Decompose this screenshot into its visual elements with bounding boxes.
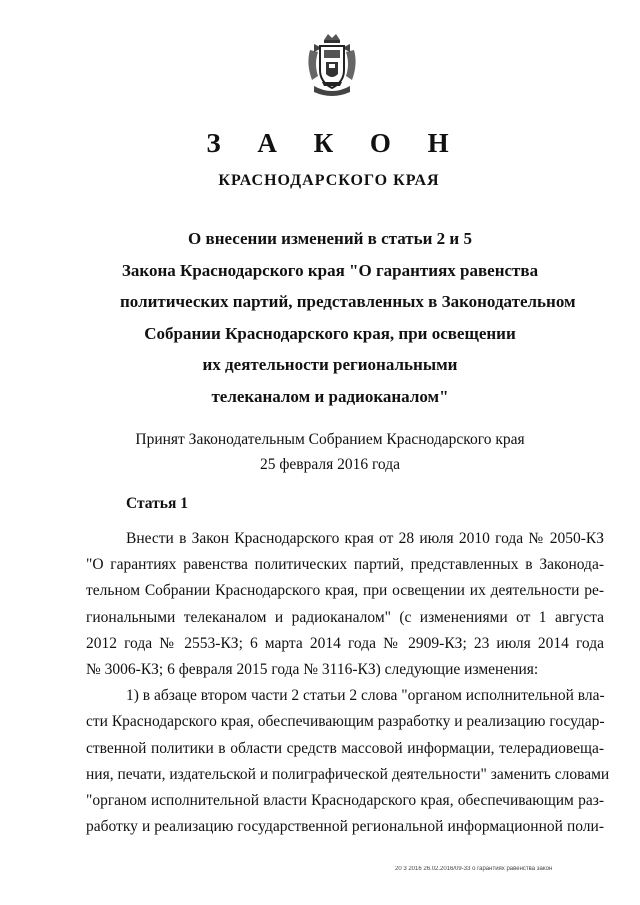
heading-line: Закона Краснодарского края "О гарантиях равенства <box>121 260 539 280</box>
body-line: 2012 года № 2553-КЗ; 6 марта 2014 года № 2909-КЗ; 23 июля 2014 года <box>86 634 604 652</box>
body-line: "органом исполнительной власти Краснодарского края, обеспечивающим раз- <box>86 792 604 810</box>
file-footer: 20 3 2016 26.02.2016/09-33 о гарантиях равенства закон <box>395 866 553 872</box>
body-line: работку и реализацию государственной региональной информационной поли- <box>86 818 604 836</box>
body-line: ственной политики в области средств массовой информации, телерадиовеща- <box>86 739 604 757</box>
law-heading <box>120 223 576 412</box>
body-line: тельном Собрании Краснодарского края, при освещении их деятельности ре- <box>86 582 604 600</box>
adoption-line: Принят Законодательным Собранием Краснодарского края <box>135 431 525 448</box>
body-line: сти Краснодарского края, обеспечивающим разработку и реализацию государ- <box>86 713 605 731</box>
heading-line: Собрании Краснодарского края, при освещении <box>144 323 516 343</box>
coat-of-arms-emblem <box>300 30 364 102</box>
body-line: Внести в Закон Краснодарского края от 28 июля 2010 года № 2050-КЗ <box>126 530 604 547</box>
heading-line: их деятельности региональными <box>202 355 458 374</box>
law-title: З А К О Н <box>206 128 464 158</box>
body-line: гиональными телеканалом и радиоканалом" (с изменениями от 1 августа <box>86 608 604 626</box>
body-line: № 3006-КЗ; 6 февраля 2015 года № 3116-КЗ) следующие изменения: <box>86 661 539 679</box>
article-body <box>86 526 610 840</box>
body-line: 1) в абзаце втором части 2 статьи 2 слова "органом исполнительной вла- <box>126 687 605 705</box>
adoption-date: 25 февраля 2016 года <box>259 456 401 473</box>
heading-line: политических партий, представленных в Законодательном <box>120 292 576 311</box>
region-subtitle: КРАСНОДАРСКОГО КРАЯ <box>218 172 440 189</box>
heading-line: О внесении изменений в статьи 2 и 5 <box>188 229 472 248</box>
heading-line: телеканалом и радиоканалом" <box>211 386 449 406</box>
body-line: "О гарантиях равенства политических партий, представленных в Законода- <box>86 556 604 574</box>
article-title: Статья 1 <box>126 495 188 512</box>
adoption-info <box>120 427 540 477</box>
body-line: ния, печати, издательской и полиграфической деятельности" заменить словами <box>86 765 610 783</box>
